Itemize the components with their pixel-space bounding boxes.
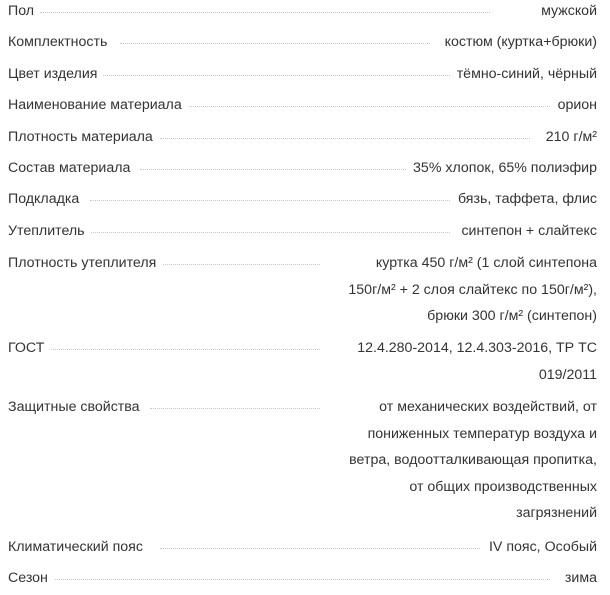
- spec-value: тёмно-синий, чёрный: [451, 61, 597, 87]
- dotted-leader: [90, 232, 450, 233]
- spec-label: Наименование материала: [8, 92, 188, 118]
- spec-value-line: ветра, водоотталкивающая пропитка,: [349, 452, 597, 468]
- spec-label: Цвет изделия: [8, 61, 103, 87]
- spec-value-line: куртка 450 г/м² (1 слой синтепона: [375, 255, 597, 271]
- spec-label: Сезон: [8, 565, 54, 591]
- spec-value: IV пояс, Особый: [483, 534, 597, 560]
- spec-label: Пол: [8, 0, 40, 24]
- spec-value-line: от механических воздействий, от: [379, 399, 597, 415]
- dotted-leader: [140, 169, 410, 170]
- spec-label: Состав материала: [8, 155, 136, 181]
- spec-value: синтепон + слайтекс: [455, 218, 597, 244]
- dotted-leader: [120, 43, 430, 44]
- spec-label: Утеплитель: [8, 218, 91, 244]
- spec-value: 35% хлопок, 65% полиэфир: [407, 155, 597, 181]
- spec-value: костюм (куртка+брюки): [439, 29, 597, 55]
- spec-value-line: 150г/м² + 2 слоя слайтекс по 150г/м²),: [348, 281, 597, 298]
- dotted-leader: [160, 264, 320, 265]
- spec-value-line: загрязнений: [516, 505, 597, 521]
- spec-value: [347, 335, 597, 388]
- spec-value: [327, 394, 597, 527]
- spec-value: зима: [559, 565, 597, 591]
- dotted-leader: [100, 75, 450, 76]
- spec-label: Подкладка: [8, 186, 85, 212]
- spec-value-line: 12.4.280-2014, 12.4.303-2016, ТР ТС: [357, 340, 597, 356]
- spec-label: Защитные свойства: [8, 394, 146, 420]
- spec-label: ГОСТ: [8, 335, 50, 361]
- spec-value: бязь, таффета, флис: [452, 186, 597, 212]
- dotted-leader: [160, 548, 480, 549]
- spec-value: [322, 250, 597, 330]
- dotted-leader: [90, 200, 450, 201]
- spec-label: Плотность материала: [8, 124, 159, 150]
- dotted-leader: [40, 12, 490, 13]
- spec-value-line: пониженных температур воздуха и: [367, 425, 597, 442]
- spec-value-line: 019/2011: [538, 366, 597, 383]
- dotted-leader: [185, 106, 550, 107]
- spec-value-line: брюки 300 г/м² (синтепон): [427, 308, 597, 324]
- spec-value: орион: [552, 92, 597, 118]
- spec-value: 210 г/м²: [540, 124, 597, 150]
- dotted-leader: [55, 579, 550, 580]
- spec-value: мужской: [535, 0, 597, 24]
- dotted-leader: [40, 349, 320, 350]
- spec-value-line: от общих производственных: [409, 478, 597, 495]
- spec-label: Комплектность: [8, 29, 113, 55]
- dotted-leader: [160, 138, 530, 139]
- dotted-leader: [150, 408, 320, 409]
- spec-label: Климатический пояс: [8, 534, 149, 560]
- spec-label: Плотность утеплителя: [8, 250, 162, 276]
